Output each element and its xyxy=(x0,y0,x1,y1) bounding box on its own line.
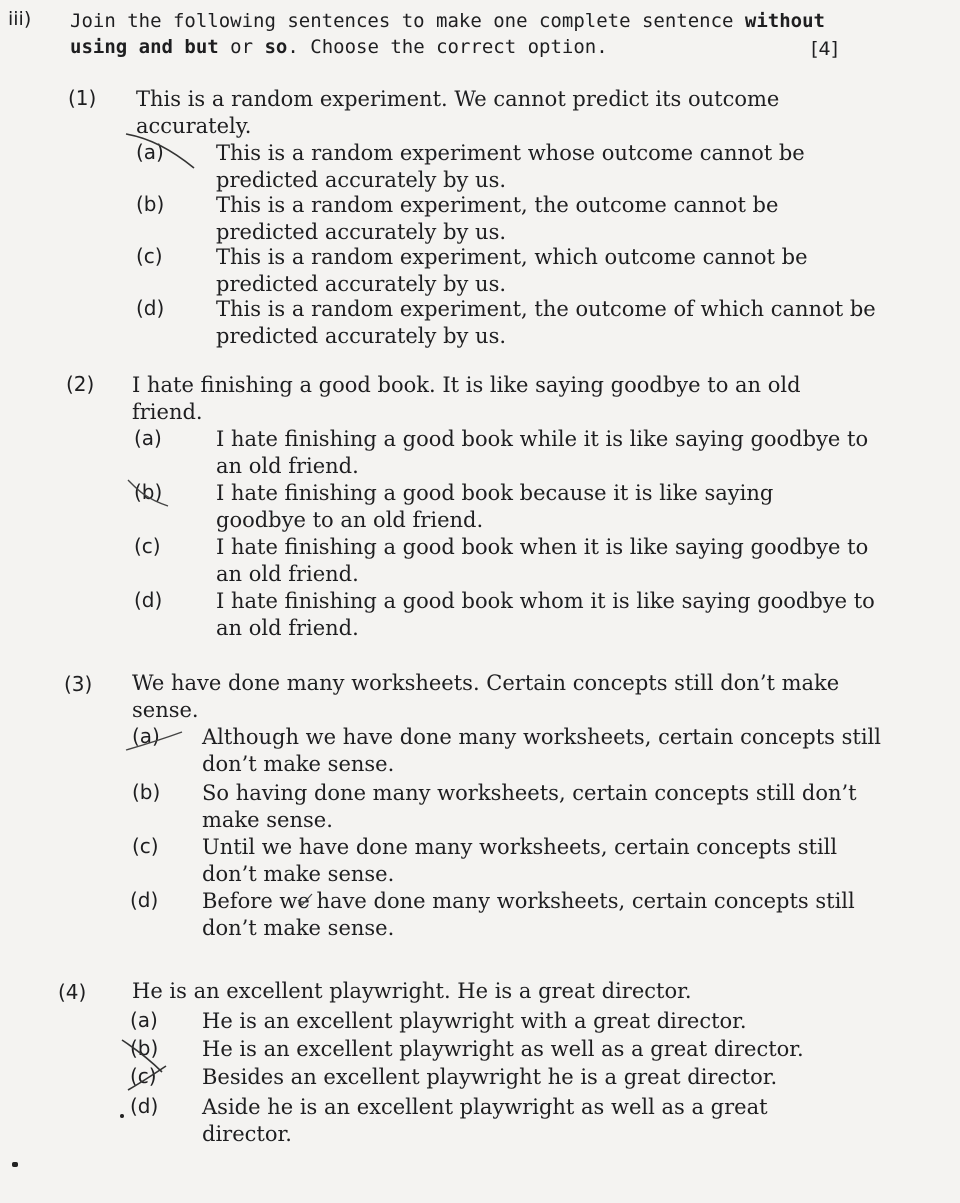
option-text: This is a random experiment, which outcome cannot be predicted accurately by us. xyxy=(216,245,808,296)
option-label: (b) xyxy=(132,780,161,804)
option-text: I hate finishing a good book when it is like saying goodbye to an old friend. xyxy=(216,535,869,586)
option-label: (c) xyxy=(130,1064,157,1088)
option-label: (a) xyxy=(130,1008,158,1032)
option-label: (c) xyxy=(134,534,161,558)
option-text: Although we have done many worksheets, certain concepts still don’t make sense. xyxy=(202,725,881,776)
option-label: (c) xyxy=(132,834,159,858)
option-text: This is a random experiment whose outcome cannot be predicted accurately by us. xyxy=(216,141,805,192)
instruction-text: or xyxy=(218,36,265,58)
marks-badge: [4] xyxy=(811,38,838,60)
option-label: (b) xyxy=(130,1036,159,1060)
question-stem: This is a random experiment. We cannot predict its outcome accurately. xyxy=(136,87,780,138)
option-text: I hate finishing a good book whom it is like saying goodbye to an old friend. xyxy=(216,589,875,640)
instruction-bold-so: so xyxy=(264,36,288,58)
option-text: So having done many worksheets, certain concepts still don’t make sense. xyxy=(202,781,857,832)
option-label: (d) xyxy=(130,888,159,912)
instruction-text: . Choose the correct option. xyxy=(287,36,608,58)
instruction-bold-using: using and but xyxy=(70,36,219,58)
ink-dot xyxy=(12,1162,18,1167)
section-number: iii) xyxy=(8,8,32,30)
question-stem: We have done many worksheets. Certain concepts still don’t make sense. xyxy=(132,671,840,722)
question-number: (3) xyxy=(64,672,93,696)
option-label: (a) xyxy=(132,724,160,748)
section-instruction xyxy=(70,8,840,60)
option-text: I hate finishing a good book because it is like saying goodbye to an old friend. xyxy=(216,481,774,532)
option-text: This is a random experiment, the outcome of which cannot be predicted accurately by us. xyxy=(216,297,876,348)
option-text: This is a random experiment, the outcome cannot be predicted accurately by us. xyxy=(216,193,779,244)
option-label: (b) xyxy=(136,192,165,216)
instruction-text: Join the following sentences to make one complete sentence xyxy=(70,10,745,32)
question-stem: I hate finishing a good book. It is like saying goodbye to an old friend. xyxy=(132,373,801,424)
option-text: He is an excellent playwright with a great director. xyxy=(202,1009,747,1033)
option-label: (d) xyxy=(134,588,163,612)
pencil-dot xyxy=(120,1114,124,1118)
option-label: (a) xyxy=(136,140,164,164)
option-text: He is an excellent playwright as well as a great director. xyxy=(202,1037,804,1061)
option-text: Aside he is an excellent playwright as well as a great director. xyxy=(202,1095,768,1146)
option-label: (b) xyxy=(134,480,163,504)
option-text: I hate finishing a good book while it is like saying goodbye to an old friend. xyxy=(216,427,869,478)
option-text: Until we have done many worksheets, certain concepts still don’t make sense. xyxy=(202,835,838,886)
option-label: (d) xyxy=(136,296,165,320)
question-stem: He is an excellent playwright. He is a great director. xyxy=(132,979,692,1003)
option-label: (d) xyxy=(130,1094,159,1118)
question-number: (4) xyxy=(58,980,87,1004)
option-text: Besides an excellent playwright he is a great director. xyxy=(202,1065,778,1089)
question-number: (2) xyxy=(66,372,95,396)
question-number: (1) xyxy=(68,86,97,110)
instruction-bold-without: without xyxy=(744,10,825,32)
option-label: (c) xyxy=(136,244,163,268)
option-text: Before we have done many worksheets, certain concepts still don’t make sense. xyxy=(202,889,855,940)
option-label: (a) xyxy=(134,426,162,450)
